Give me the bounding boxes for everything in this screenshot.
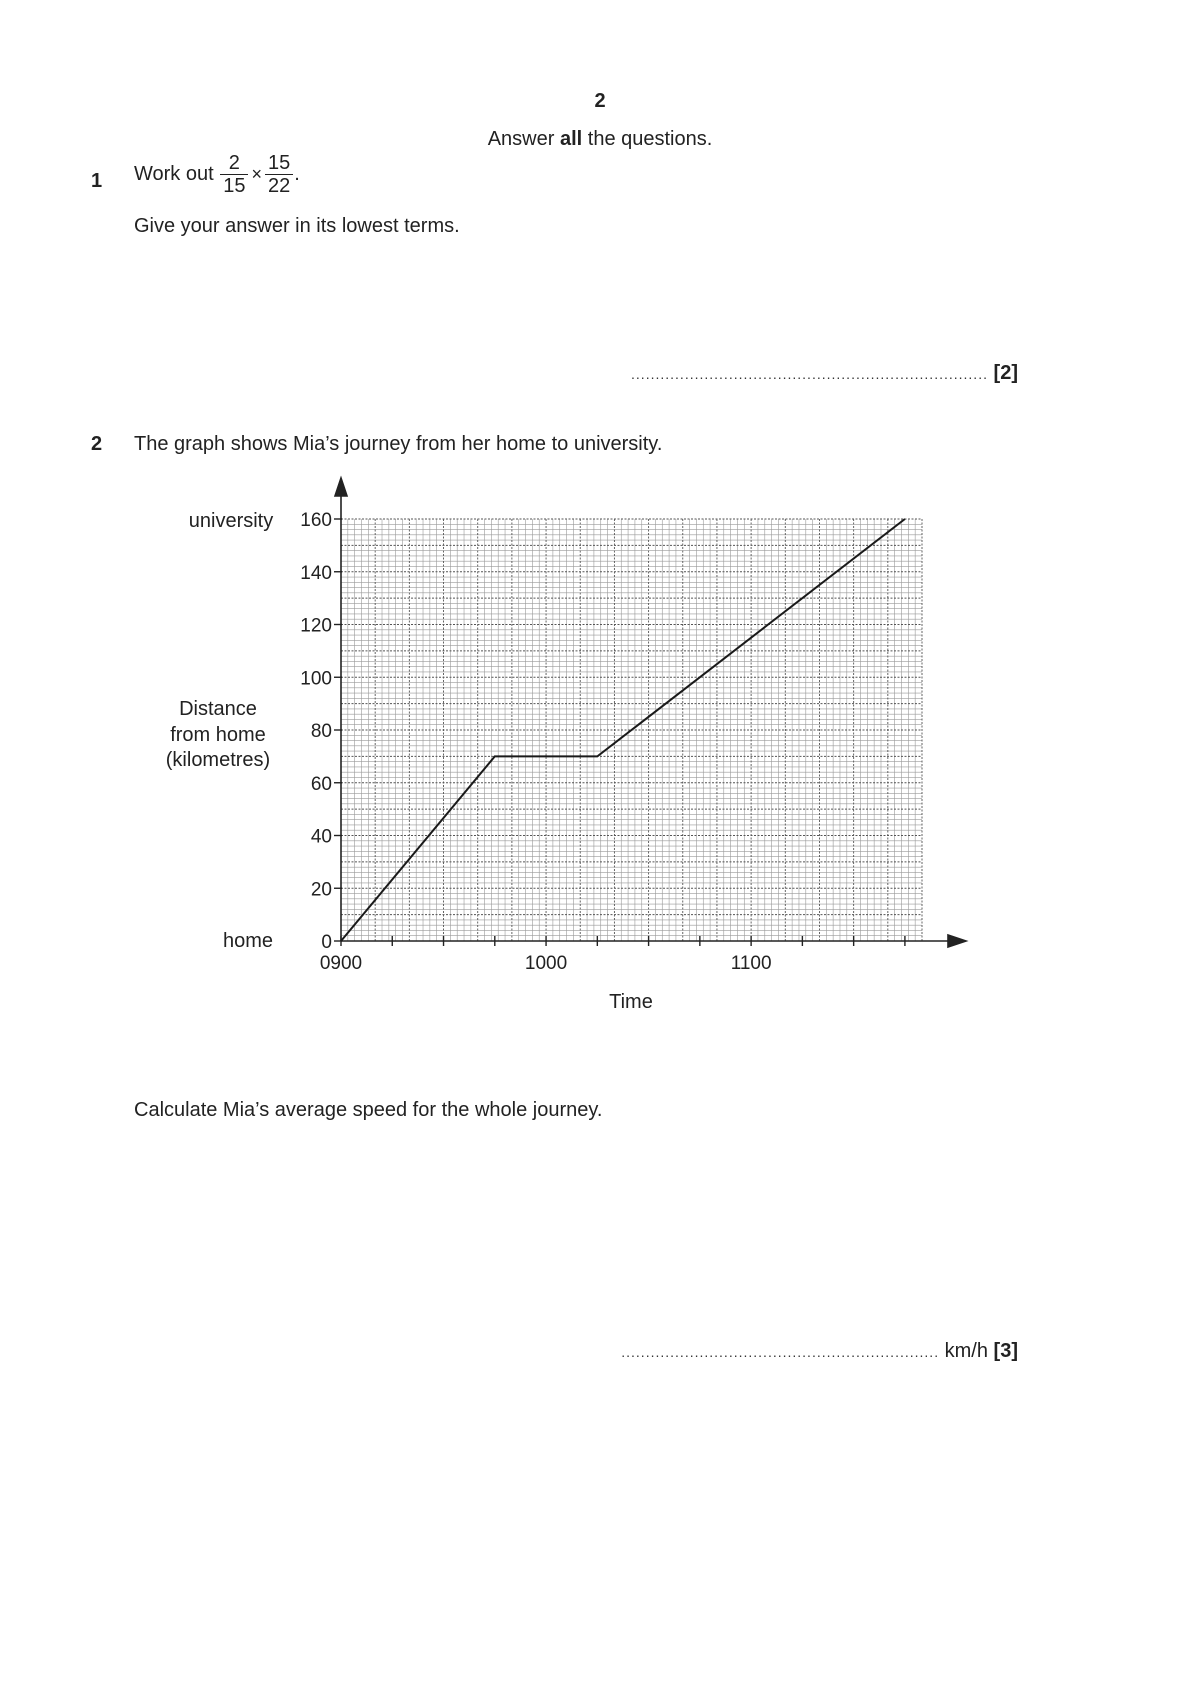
answer-dots: ......................................................................... <box>631 366 988 382</box>
y-axis-label-line-2: from home <box>170 724 266 746</box>
question-1-lead: Work out <box>134 163 214 185</box>
y-tick-label: 60 <box>310 773 332 795</box>
question-2-marks: [3] <box>993 1340 1018 1362</box>
fraction-1-denominator: 15 <box>223 175 246 197</box>
y-tick-label: 20 <box>310 879 332 901</box>
multiply-sign: × <box>251 164 262 184</box>
question-2-answer-line[interactable] <box>621 1340 1018 1363</box>
x-axis-label: Time <box>609 991 653 1013</box>
y-tick-label: 100 <box>300 668 332 690</box>
question-2-prompt: Calculate Mia’s average speed for the whole journey. <box>134 1099 603 1121</box>
y-tick-label: 160 <box>300 510 332 531</box>
y-tick-label: 80 <box>310 721 332 742</box>
question-1-subtext: Give your answer in its lowest terms. <box>134 215 460 237</box>
question-2-number: 2 <box>91 433 103 455</box>
y-tick-label: 140 <box>300 562 332 584</box>
fraction-2-denominator: 22 <box>268 175 291 197</box>
y-axis-label-line-3: (kilometres) <box>165 749 271 771</box>
x-tick-label: 1000 <box>524 953 568 974</box>
answer-unit: km/h <box>944 1340 988 1362</box>
question-1-number: 1 <box>91 170 103 192</box>
instructions-bold-word: all <box>559 128 583 150</box>
y-axis-arrow <box>335 478 347 496</box>
x-axis-arrow <box>948 935 966 947</box>
fraction-1-numerator: 2 <box>220 152 248 175</box>
answer-dots: ................................................................. <box>621 1344 940 1360</box>
fraction-2-numerator: 15 <box>265 152 293 175</box>
x-tick-label: 0900 <box>319 953 363 974</box>
y-tick-label: 40 <box>310 826 332 848</box>
x-tick-label: 1100 <box>730 953 772 974</box>
page-number: 2 <box>594 90 606 112</box>
label-university: university <box>188 510 274 532</box>
question-2-text: The graph shows Mia’s journey from her home to university. <box>134 433 663 455</box>
y-tick-label: 0 <box>321 932 332 953</box>
label-home: home <box>222 930 274 952</box>
question-1-marks: [2] <box>993 362 1018 384</box>
instructions-text-start: Answer <box>487 128 560 150</box>
y-axis-label-line-1: Distance <box>179 698 257 720</box>
instructions-text-end: the questions. <box>582 128 713 150</box>
y-tick-label: 120 <box>300 615 332 637</box>
question-1-end: . <box>294 163 300 185</box>
